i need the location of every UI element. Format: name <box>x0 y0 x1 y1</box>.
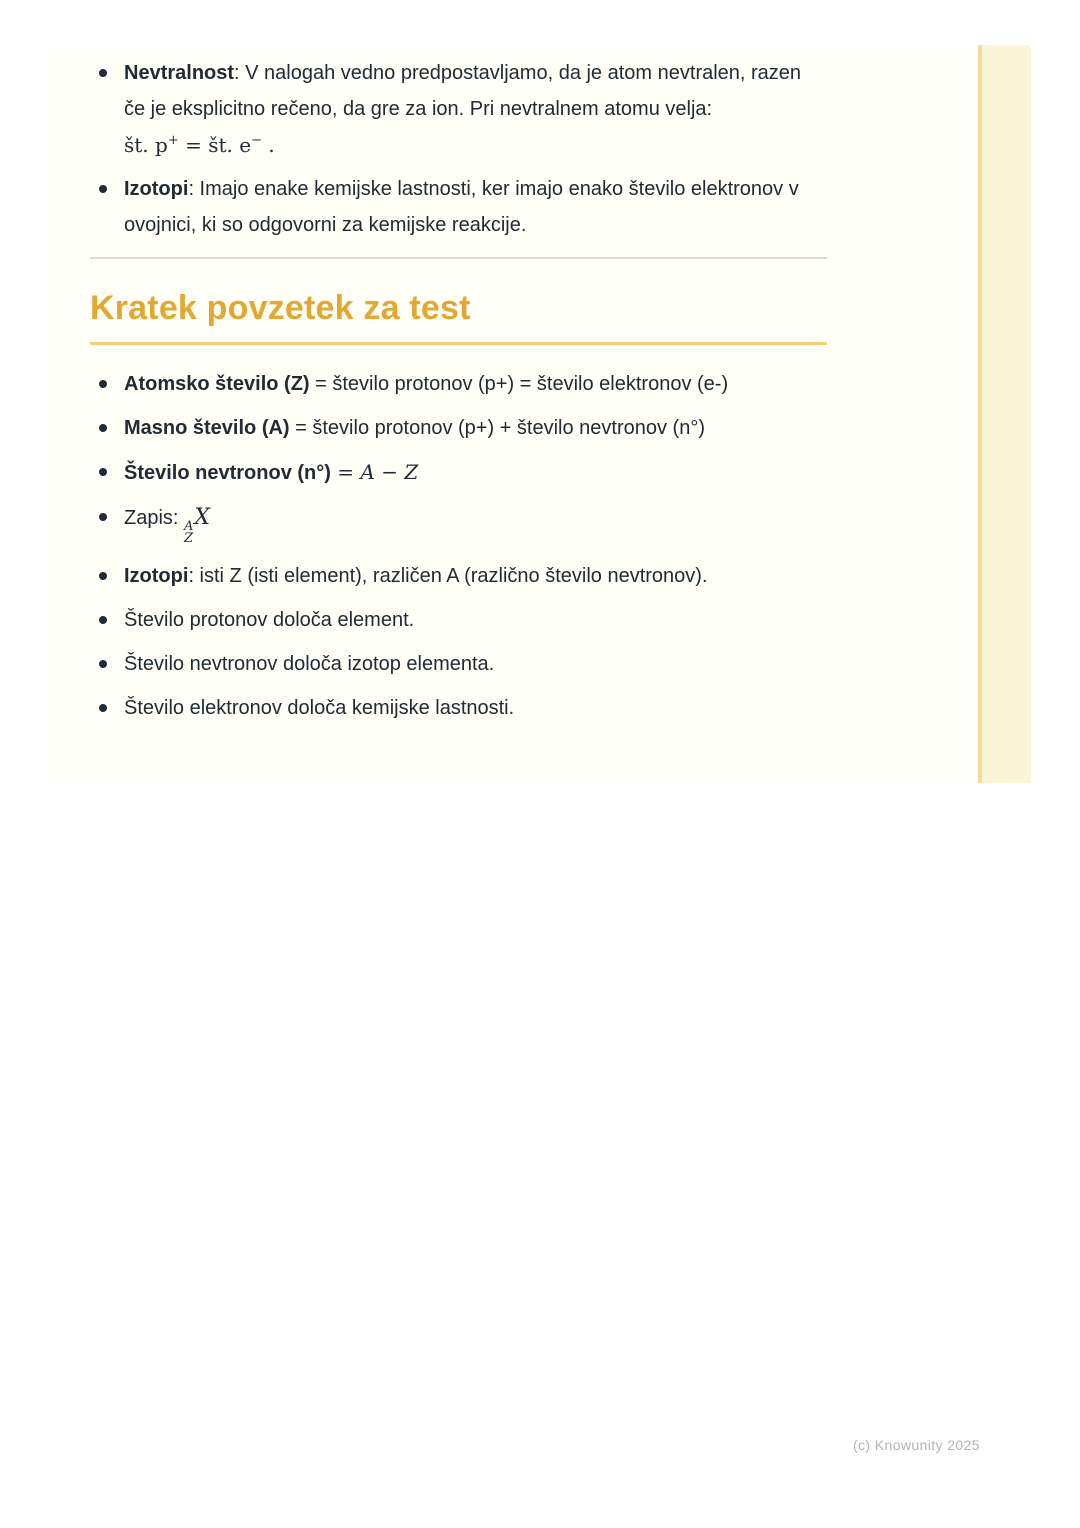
nuclide-mass-number: A <box>184 519 194 534</box>
math-expression-a-minus-z <box>331 460 418 484</box>
list-item-atomsko-stevilo <box>90 371 827 397</box>
list-item-nevtroni <box>90 651 827 677</box>
content-card <box>47 45 1031 783</box>
math-variable-a: A <box>360 460 375 484</box>
statement-text: Število protonov določa element. <box>124 609 415 631</box>
math-text: = <box>330 460 361 484</box>
term-description: = število protonov (p+) = število elektronov (e-) <box>309 373 729 395</box>
term-label: Masno število (A) <box>124 417 290 439</box>
math-text: . <box>261 133 275 157</box>
list-item-elektroni <box>90 695 827 721</box>
math-variable-z: Z <box>404 460 419 484</box>
list-item-zapis <box>90 504 827 545</box>
intro-bullet-list <box>90 55 827 243</box>
term-description: : isti Z (isti element), različen A (različno število nevtronov). <box>188 565 708 587</box>
term-description: : Imajo enake kemijske lastnosti, ker imajo enako število elektronov v ovojnici, ki so odgovorni za kemijske reakcije. <box>124 178 799 236</box>
statement-text: Število nevtronov določa izotop elementa. <box>124 653 495 675</box>
nuclide-scripts <box>184 521 193 545</box>
term-description: : V nalogah vedno predpostavljamo, da je atom nevtralen, razen če je eksplicitno rečeno, da gre za ion. Pri nevtralnem atomu velja: <box>124 62 802 120</box>
math-expression-neutrality: št. p+ = št. e− . <box>124 133 275 157</box>
section-title: Kratek povzetek za test <box>90 287 827 345</box>
math-text: št. p <box>124 133 168 157</box>
list-item-stevilo-nevtronov <box>90 459 827 486</box>
statement-text: Število elektronov določa kemijske lastnosti. <box>124 697 515 719</box>
list-item-izotopi-definicija <box>90 563 827 589</box>
term-label: Izotopi <box>124 178 189 200</box>
nuclide-notation <box>184 505 211 546</box>
math-text: = št. e <box>178 133 252 157</box>
content-column <box>90 45 827 721</box>
summary-bullet-list <box>90 371 827 721</box>
term-label: Nevtralnost <box>124 62 235 84</box>
section-divider <box>90 257 827 259</box>
list-item-protoni <box>90 607 827 633</box>
term-label: Zapis: <box>124 507 185 529</box>
nuclide-atomic-number: Z <box>184 531 194 546</box>
nuclide-element-symbol: X <box>194 505 211 530</box>
list-item-izotopi <box>90 171 827 243</box>
term-description: = število protonov (p+) + število nevtronov (n°) <box>289 417 705 439</box>
list-item-masno-stevilo <box>90 415 827 441</box>
copyright-note: (c) Knowunity 2025 <box>852 1437 980 1453</box>
list-item-nevtralnost <box>90 55 827 163</box>
term-label: Izotopi <box>124 565 189 587</box>
math-text: − <box>374 460 405 484</box>
term-label: Atomsko število (Z) <box>124 373 310 395</box>
right-accent-stripe <box>978 45 1031 783</box>
term-label: Število nevtronov (n°) <box>124 462 331 484</box>
